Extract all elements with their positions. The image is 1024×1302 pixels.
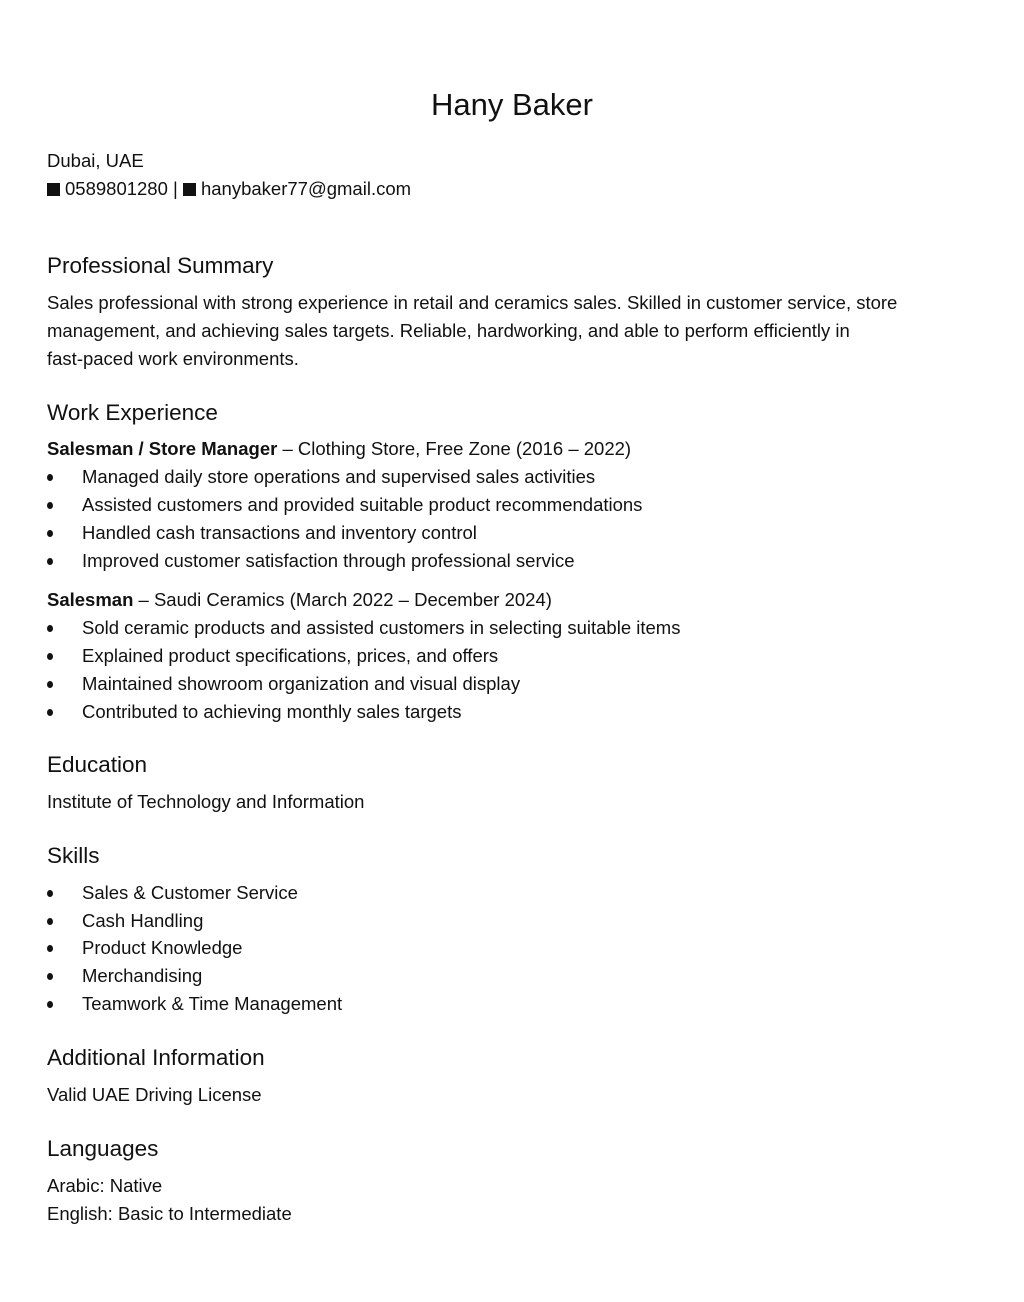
list-item-text: Maintained showroom organization and visual display <box>82 673 521 694</box>
bullet-icon <box>47 709 53 716</box>
job-details: – Clothing Store, Free Zone (2016 – 2022) <box>277 438 632 459</box>
language-item: English: Basic to Intermediate <box>47 1203 292 1224</box>
list-item-text: Merchandising <box>82 965 203 986</box>
phone-number: 0589801280 <box>65 178 168 199</box>
summary-line: fast-paced work environments. <box>47 348 299 369</box>
experience-heading: Work Experience <box>47 400 218 425</box>
location: Dubai, UAE <box>47 150 144 171</box>
email-link[interactable]: hanybaker77@gmail.com <box>200 178 412 199</box>
bullet-icon <box>47 1001 53 1008</box>
phone-square-icon <box>47 183 60 196</box>
contact-line <box>47 175 411 203</box>
education-heading: Education <box>47 752 148 777</box>
bullet-icon <box>47 973 53 980</box>
summary-line: Sales professional with strong experience in retail and ceramics sales. Skilled in customer service, store <box>47 292 898 313</box>
summary-line: management, and achieving sales targets. Reliable, hardworking, and able to perform efficiently in <box>47 320 850 341</box>
bullet-icon <box>47 530 53 537</box>
job-details: – Saudi Ceramics (March 2022 – December 2024) <box>133 589 552 610</box>
list-item-text: Handled cash transactions and inventory control <box>82 522 477 543</box>
bullet-icon <box>47 558 53 565</box>
bullet-icon <box>47 918 53 925</box>
education-institution: Institute of Technology and Information <box>47 791 365 812</box>
bullet-icon <box>47 681 53 688</box>
list-item-text: Improved customer satisfaction through professional service <box>82 550 575 571</box>
list-item-text: Cash Handling <box>82 910 204 931</box>
language-item: Arabic: Native <box>47 1175 163 1196</box>
email-square-icon <box>183 183 196 196</box>
list-item-text: Managed daily store operations and supervised sales activities <box>82 466 596 487</box>
list-item-text: Teamwork & Time Management <box>82 993 343 1014</box>
summary-heading: Professional Summary <box>47 253 274 278</box>
bullet-icon <box>47 625 53 632</box>
skills-heading: Skills <box>47 843 100 868</box>
job-header <box>47 586 552 614</box>
list-item-text: Sold ceramic products and assisted customers in selecting suitable items <box>82 617 681 638</box>
bullet-icon <box>47 502 53 509</box>
languages-heading: Languages <box>47 1136 159 1161</box>
job-title: Salesman / Store Manager <box>47 438 278 459</box>
job-title: Salesman <box>47 589 134 610</box>
job-header <box>47 435 631 463</box>
candidate-name: Hany Baker <box>431 87 593 122</box>
bullet-icon <box>47 474 53 481</box>
list-item-text: Product Knowledge <box>82 937 243 958</box>
separator: | <box>173 178 178 199</box>
additional-text: Valid UAE Driving License <box>47 1084 262 1105</box>
bullet-icon <box>47 653 53 660</box>
list-item-text: Assisted customers and provided suitable product recommendations <box>82 494 643 515</box>
additional-heading: Additional Information <box>47 1045 265 1070</box>
bullet-icon <box>47 890 53 897</box>
list-item-text: Contributed to achieving monthly sales targets <box>82 701 462 722</box>
bullet-icon <box>47 945 53 952</box>
list-item-text: Sales & Customer Service <box>82 882 298 903</box>
list-item-text: Explained product specifications, prices, and offers <box>82 645 499 666</box>
